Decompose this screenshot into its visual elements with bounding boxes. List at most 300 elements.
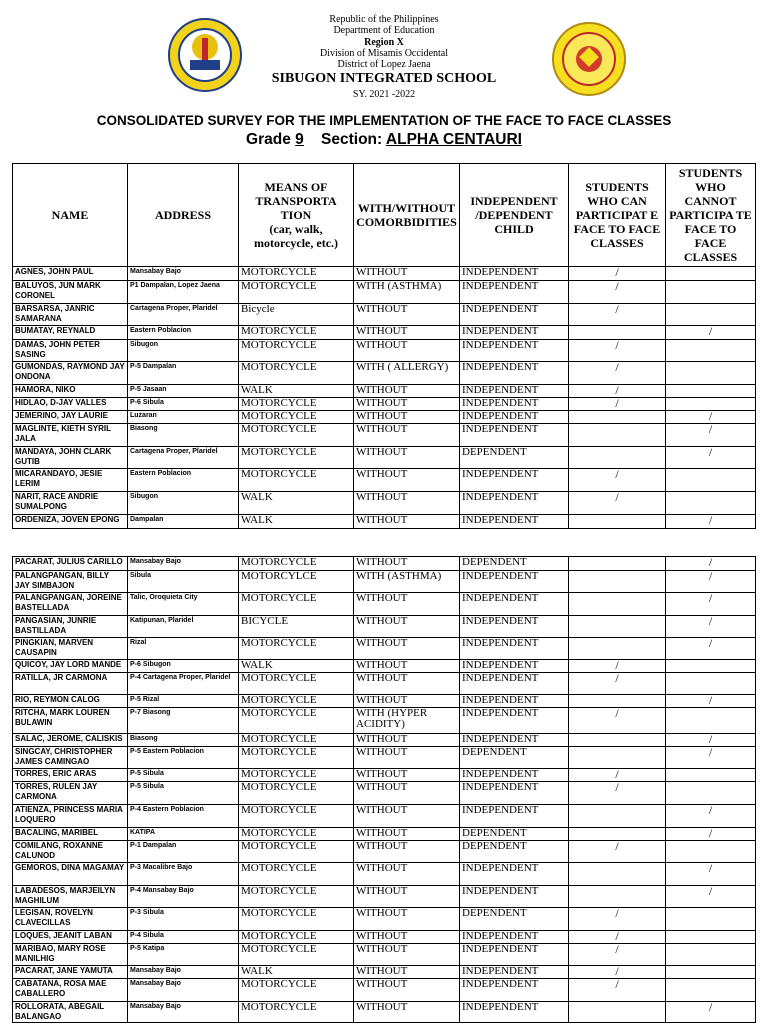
comorbidity-cell: WITHOUT <box>354 747 460 769</box>
student-name-cell: BACALING, MARIBEL <box>13 828 128 841</box>
table-header-row <box>13 164 756 267</box>
student-name-cell: PACARAT, JULIUS CARILLO <box>13 557 128 571</box>
address-cell: P-5 Katipa <box>128 944 239 966</box>
cannot-participate-cell <box>666 362 756 385</box>
comorbidity-cell: WITHOUT <box>354 340 460 362</box>
address-cell: P-1 Dampalan <box>128 841 239 863</box>
cannot-participate-cell <box>666 340 756 362</box>
section-value: ALPHA CENTAURI <box>385 131 522 148</box>
table-row <box>13 979 756 1002</box>
can-participate-cell <box>569 863 666 886</box>
student-name-cell: MARIBAO, MARY ROSE MANILHIG <box>13 944 128 966</box>
transport-cell: MOTORCYCLE <box>239 673 354 695</box>
section-label: Section: <box>321 131 383 148</box>
transport-cell: WALK <box>239 385 354 398</box>
dependency-cell: INDEPENDENT <box>460 708 569 734</box>
student-name-cell: RITCHA, MARK LOUREN BULAWIN <box>13 708 128 734</box>
cannot-participate-cell <box>666 931 756 944</box>
comorbidity-cell: WITHOUT <box>354 734 460 747</box>
can-participate-cell <box>569 326 666 340</box>
table-row <box>13 841 756 863</box>
check-mark: / <box>615 965 619 978</box>
table-row <box>13 708 756 734</box>
check-mark: / <box>615 361 619 374</box>
cannot-participate-cell <box>666 673 756 695</box>
address-cell: P-4 Eastern Poblacion <box>128 805 239 828</box>
address-cell: Sibula <box>128 571 239 593</box>
table-row <box>13 944 756 966</box>
comorbidity-cell: WITH (ASTHMA) <box>354 571 460 593</box>
cannot-participate-cell <box>666 515 756 529</box>
address-cell: P-5 Rizal <box>128 695 239 708</box>
dependency-cell: INDEPENDENT <box>460 362 569 385</box>
table-row <box>13 769 756 782</box>
comorbidity-cell: WITHOUT <box>354 638 460 660</box>
student-name-cell: NARIT, RACE ANDRIE SUMALPONG <box>13 492 128 515</box>
transport-cell: MOTORCYCLE <box>239 340 354 362</box>
header-line-district: District of Lopez Jaena <box>337 59 431 70</box>
student-name-cell: MANDAYA, JOHN CLARK GUTIB <box>13 447 128 469</box>
can-participate-cell <box>569 571 666 593</box>
header-line-region: Region X <box>364 37 404 48</box>
dependency-cell: DEPENDENT <box>460 557 569 571</box>
comorbidity-cell: WITHOUT <box>354 1002 460 1023</box>
can-participate-cell <box>569 281 666 304</box>
dependency-cell: INDEPENDENT <box>460 326 569 340</box>
document-header <box>0 0 768 160</box>
comorbidity-cell: WITHOUT <box>354 979 460 1002</box>
student-name-cell: MAGLINTE, KIETH SYRIL JALA <box>13 424 128 447</box>
can-participate-cell <box>569 673 666 695</box>
col-header-name: NAME <box>13 164 128 267</box>
student-name-cell: PANGASIAN, JUNRIE BASTILLADA <box>13 616 128 638</box>
transport-cell: MOTORCYCLE <box>239 469 354 492</box>
cannot-participate-cell <box>666 326 756 340</box>
can-participate-cell <box>569 593 666 616</box>
address-cell: P-4 Mansabay Bajo <box>128 886 239 908</box>
comorbidity-cell: WITH (HYPER ACIDITY) <box>354 708 460 734</box>
col-header-comorbidities: WITH/WITHOUT COMORBIDITIES <box>354 164 460 267</box>
student-name-cell: ROLLORATA, ABEGAIL BALANGAO <box>13 1002 128 1023</box>
check-mark: / <box>708 746 713 759</box>
can-participate-cell <box>569 1002 666 1023</box>
can-participate-cell <box>569 966 666 979</box>
transport-cell: MOTORCYCLE <box>239 782 354 805</box>
dependency-cell: INDEPENDENT <box>460 966 569 979</box>
dependency-cell: INDEPENDENT <box>460 782 569 805</box>
student-name-cell: MICARANDAYO, JESIE LERIM <box>13 469 128 492</box>
student-name-cell: LOQUES, JEANIT LABAN <box>13 931 128 944</box>
can-participate-cell <box>569 424 666 447</box>
cannot-participate-cell <box>666 841 756 863</box>
dependency-cell: INDEPENDENT <box>460 469 569 492</box>
address-cell: P1 Dampalan, Lopez Jaena <box>128 281 239 304</box>
cannot-participate-cell <box>666 782 756 805</box>
dependency-cell: DEPENDENT <box>460 447 569 469</box>
dependency-cell: INDEPENDENT <box>460 398 569 411</box>
dependency-cell: INDEPENDENT <box>460 931 569 944</box>
transport-cell: MOTORCYCLE <box>239 411 354 424</box>
student-name-cell: QUICOY, JAY LORD MANDE <box>13 660 128 673</box>
comorbidity-cell: WITHOUT <box>354 424 460 447</box>
cannot-participate-cell <box>666 469 756 492</box>
dependency-cell: INDEPENDENT <box>460 979 569 1002</box>
dependency-cell: INDEPENDENT <box>460 616 569 638</box>
student-name-cell: DAMAS, JOHN PETER SASING <box>13 340 128 362</box>
dependency-cell: INDEPENDENT <box>460 660 569 673</box>
cannot-participate-cell <box>666 638 756 660</box>
cannot-participate-cell <box>666 424 756 447</box>
table-row <box>13 424 756 447</box>
address-cell: P-5 Sibula <box>128 782 239 805</box>
transport-cell: MOTORCYCLE <box>239 695 354 708</box>
table-row <box>13 362 756 385</box>
check-mark: / <box>708 862 713 875</box>
table-row <box>13 340 756 362</box>
check-mark: / <box>615 384 619 397</box>
check-mark: / <box>615 280 619 293</box>
can-participate-cell <box>569 908 666 931</box>
can-participate-cell <box>569 782 666 805</box>
transport-cell: MOTORCYCLE <box>239 447 354 469</box>
transport-cell: MOTORCYCLE <box>239 863 354 886</box>
can-participate-cell <box>569 340 666 362</box>
comorbidity-cell: WITHOUT <box>354 515 460 529</box>
cannot-participate-cell <box>666 734 756 747</box>
table-row <box>13 638 756 660</box>
cannot-participate-cell <box>666 695 756 708</box>
can-participate-cell <box>569 469 666 492</box>
transport-cell: MOTORCYCLE <box>239 908 354 931</box>
can-participate-cell <box>569 828 666 841</box>
check-mark: / <box>615 930 619 943</box>
can-participate-cell <box>569 492 666 515</box>
check-mark: / <box>615 707 619 720</box>
can-participate-cell <box>569 660 666 673</box>
check-mark: / <box>615 339 619 352</box>
transport-cell: MOTORCYCLE <box>239 708 354 734</box>
col-header-transport-sub: (car, walk, motorcycle, etc.) <box>253 222 339 250</box>
dependency-cell: INDEPENDENT <box>460 734 569 747</box>
check-mark: / <box>708 804 713 817</box>
check-mark: / <box>615 659 619 672</box>
check-mark: / <box>708 592 713 605</box>
can-participate-cell <box>569 616 666 638</box>
transport-cell: MOTORCYCLE <box>239 267 354 281</box>
cannot-participate-cell <box>666 447 756 469</box>
check-mark: / <box>708 1001 713 1014</box>
dependency-cell: INDEPENDENT <box>460 673 569 695</box>
comorbidity-cell: WITHOUT <box>354 385 460 398</box>
student-name-cell: PALANGPANGAN, JOREINE BASTELLADA <box>13 593 128 616</box>
transport-cell: MOTORCYCLE <box>239 557 354 571</box>
dependency-cell: INDEPENDENT <box>460 281 569 304</box>
transport-cell: MOTORCYLCE <box>239 571 354 593</box>
header-line-republic: Republic of the Philippines <box>329 14 439 25</box>
comorbidity-cell: WITHOUT <box>354 782 460 805</box>
student-name-cell: BARSARSA, JANRIC SAMARANA <box>13 304 128 326</box>
check-mark: / <box>615 907 619 920</box>
can-participate-cell <box>569 267 666 281</box>
table-row <box>13 863 756 886</box>
check-mark: / <box>708 615 713 628</box>
address-cell: Sibugon <box>128 492 239 515</box>
address-cell: P-5 Eastern Poblacion <box>128 747 239 769</box>
address-cell: P-3 Macalibre Bajo <box>128 863 239 886</box>
student-name-cell: GEMOROS, DINA MAGAMAY <box>13 863 128 886</box>
cannot-participate-cell <box>666 304 756 326</box>
address-cell: Biasong <box>128 424 239 447</box>
can-participate-cell <box>569 886 666 908</box>
table-row <box>13 492 756 515</box>
cannot-participate-cell <box>666 828 756 841</box>
transport-cell: WALK <box>239 966 354 979</box>
survey-table-page-1 <box>12 163 756 529</box>
can-participate-cell <box>569 557 666 571</box>
cannot-participate-cell <box>666 863 756 886</box>
comorbidity-cell: WITHOUT <box>354 593 460 616</box>
student-name-cell: LEGISAN, ROVELYN CLAVECILLAS <box>13 908 128 931</box>
can-participate-cell <box>569 805 666 828</box>
comorbidity-cell: WITHOUT <box>354 863 460 886</box>
comorbidity-cell: WITH (ASTHMA) <box>354 281 460 304</box>
student-name-cell: HIDLAO, D-JAY VALLES <box>13 398 128 411</box>
table-row <box>13 281 756 304</box>
cannot-participate-cell <box>666 886 756 908</box>
check-mark: / <box>708 556 713 569</box>
student-name-cell: RIO, REYMON CALOG <box>13 695 128 708</box>
grade-value: 9 <box>295 131 304 148</box>
can-participate-cell <box>569 769 666 782</box>
cannot-participate-cell <box>666 616 756 638</box>
cannot-participate-cell <box>666 1002 756 1023</box>
dependency-cell: DEPENDENT <box>460 841 569 863</box>
transport-cell: MOTORCYCLE <box>239 281 354 304</box>
dependency-cell: INDEPENDENT <box>460 571 569 593</box>
transport-cell: MOTORCYCLE <box>239 326 354 340</box>
table-row <box>13 571 756 593</box>
cannot-participate-cell <box>666 805 756 828</box>
comorbidity-cell: WITHOUT <box>354 557 460 571</box>
table-row <box>13 931 756 944</box>
transport-cell: MOTORCYCLE <box>239 979 354 1002</box>
address-cell: P-3 Sibula <box>128 908 239 931</box>
transport-cell: MOTORCYCLE <box>239 747 354 769</box>
comorbidity-cell: WITHOUT <box>354 673 460 695</box>
cannot-participate-cell <box>666 557 756 571</box>
check-mark: / <box>615 768 619 781</box>
cannot-participate-cell <box>666 571 756 593</box>
dependency-cell: DEPENDENT <box>460 747 569 769</box>
address-cell: Mansabay Bajo <box>128 966 239 979</box>
cannot-participate-cell <box>666 281 756 304</box>
dependency-cell: INDEPENDENT <box>460 304 569 326</box>
grade-label: Grade <box>246 131 291 148</box>
table-row <box>13 411 756 424</box>
student-name-cell: COMILANG, ROXANNE CALUNOD <box>13 841 128 863</box>
transport-cell: WALK <box>239 515 354 529</box>
comorbidity-cell: WITHOUT <box>354 492 460 515</box>
transport-cell: WALK <box>239 492 354 515</box>
check-mark: / <box>615 781 619 794</box>
can-participate-cell <box>569 515 666 529</box>
student-name-cell: JEMERINO, JAY LAURIE <box>13 411 128 424</box>
table-row <box>13 747 756 769</box>
address-cell: Dampalan <box>128 515 239 529</box>
transport-cell: WALK <box>239 660 354 673</box>
comorbidity-cell: WITHOUT <box>354 616 460 638</box>
table-row <box>13 447 756 469</box>
student-name-cell: SALAC, JEROME, CALISKIS <box>13 734 128 747</box>
check-mark: / <box>615 468 619 481</box>
col-header-address: ADDRESS <box>128 164 239 267</box>
comorbidity-cell: WITHOUT <box>354 841 460 863</box>
cannot-participate-cell <box>666 908 756 931</box>
comorbidity-cell: WITHOUT <box>354 411 460 424</box>
transport-cell: MOTORCYCLE <box>239 805 354 828</box>
transport-cell: MOTORCYCLE <box>239 886 354 908</box>
check-mark: / <box>708 827 713 840</box>
address-cell: P-4 Sibula <box>128 931 239 944</box>
dependency-cell: INDEPENDENT <box>460 492 569 515</box>
address-cell: P-7 Biasong <box>128 708 239 734</box>
student-name-cell: BALUYOS, JUN MARK CORONEL <box>13 281 128 304</box>
student-name-cell: CABATANA, ROSA MAE CABALLERO <box>13 979 128 1002</box>
address-cell: Mansabay Bajo <box>128 979 239 1002</box>
table-row <box>13 734 756 747</box>
address-cell: Sibugon <box>128 340 239 362</box>
can-participate-cell <box>569 638 666 660</box>
address-cell: Eastern Poblacion <box>128 326 239 340</box>
table-row <box>13 398 756 411</box>
comorbidity-cell: WITHOUT <box>354 886 460 908</box>
cannot-participate-cell <box>666 492 756 515</box>
address-cell: Talic, Oroquieta City <box>128 593 239 616</box>
table-row <box>13 515 756 529</box>
cannot-participate-cell <box>666 398 756 411</box>
table-row <box>13 326 756 340</box>
cannot-participate-cell <box>666 747 756 769</box>
transport-cell: BICYCLE <box>239 616 354 638</box>
transport-cell: MOTORCYCLE <box>239 841 354 863</box>
transport-cell: MOTORCYCLE <box>239 769 354 782</box>
table-row <box>13 660 756 673</box>
survey-table-page-2 <box>12 556 756 1023</box>
check-mark: / <box>615 943 619 956</box>
cannot-participate-cell <box>666 660 756 673</box>
can-participate-cell <box>569 841 666 863</box>
check-mark: / <box>708 325 713 338</box>
dependency-cell: INDEPENDENT <box>460 886 569 908</box>
table-row <box>13 469 756 492</box>
dependency-cell: INDEPENDENT <box>460 769 569 782</box>
table-row <box>13 304 756 326</box>
cannot-participate-cell <box>666 593 756 616</box>
can-participate-cell <box>569 398 666 411</box>
can-participate-cell <box>569 411 666 424</box>
table-row <box>13 782 756 805</box>
check-mark: / <box>708 694 713 707</box>
can-participate-cell <box>569 695 666 708</box>
check-mark: / <box>708 514 713 527</box>
student-name-cell: PACARAT, JANE YAMUTA <box>13 966 128 979</box>
address-cell: P-5 Dampalan <box>128 362 239 385</box>
table-row <box>13 966 756 979</box>
comorbidity-cell: WITHOUT <box>354 267 460 281</box>
check-mark: / <box>708 446 713 459</box>
can-participate-cell <box>569 385 666 398</box>
table-row <box>13 908 756 931</box>
table-row <box>13 695 756 708</box>
dependency-cell: INDEPENDENT <box>460 1002 569 1023</box>
col-header-transport <box>239 164 354 267</box>
cannot-participate-cell <box>666 979 756 1002</box>
comorbidity-cell: WITHOUT <box>354 469 460 492</box>
cannot-participate-cell <box>666 944 756 966</box>
comorbidity-cell: WITHOUT <box>354 660 460 673</box>
address-cell: P-6 Sibugon <box>128 660 239 673</box>
check-mark: / <box>708 570 713 583</box>
dependency-cell: INDEPENDENT <box>460 944 569 966</box>
can-participate-cell <box>569 944 666 966</box>
table-row <box>13 673 756 695</box>
student-name-cell: PINGKIAN, MARVEN CAUSAPIN <box>13 638 128 660</box>
comorbidity-cell: WITHOUT <box>354 695 460 708</box>
student-name-cell: AGNES, JOHN PAUL <box>13 267 128 281</box>
dependency-cell: INDEPENDENT <box>460 863 569 886</box>
col-header-dependency: INDEPENDENT /DEPENDENT CHILD <box>460 164 569 267</box>
table-row <box>13 828 756 841</box>
transport-cell: MOTORCYCLE <box>239 734 354 747</box>
survey-title: CONSOLIDATED SURVEY FOR THE IMPLEMENTATION OF THE FACE TO FACE CLASSES <box>96 113 672 128</box>
table-row <box>13 385 756 398</box>
address-cell: Mansabay Bajo <box>128 267 239 281</box>
dependency-cell: INDEPENDENT <box>460 515 569 529</box>
check-mark: / <box>615 397 619 410</box>
check-mark: / <box>708 885 713 898</box>
header-line-division: Division of Misamis Occidental <box>319 48 449 59</box>
student-name-cell: LABADESOS, MARJEILYN MAGHILUM <box>13 886 128 908</box>
dependency-cell: INDEPENDENT <box>460 638 569 660</box>
grade-section-line <box>0 131 768 149</box>
can-participate-cell <box>569 447 666 469</box>
check-mark: / <box>615 978 619 991</box>
student-name-cell: TORRES, RULEN JAY CARMONA <box>13 782 128 805</box>
address-cell: P-5 Sibula <box>128 769 239 782</box>
can-participate-cell <box>569 304 666 326</box>
dependency-cell: DEPENDENT <box>460 908 569 931</box>
comorbidity-cell: WITHOUT <box>354 944 460 966</box>
check-mark: / <box>708 410 713 423</box>
cannot-participate-cell <box>666 267 756 281</box>
transport-cell: MOTORCYCLE <box>239 424 354 447</box>
dependency-cell: INDEPENDENT <box>460 411 569 424</box>
check-mark: / <box>708 733 713 746</box>
check-mark: / <box>708 423 713 436</box>
transport-cell: Bicycle <box>239 304 354 326</box>
transport-cell: MOTORCYCLE <box>239 362 354 385</box>
comorbidity-cell: WITH ( ALLERGY) <box>354 362 460 385</box>
address-cell: Mansabay Bajo <box>128 1002 239 1023</box>
address-cell: P-5 Jasaan <box>128 385 239 398</box>
cannot-participate-cell <box>666 385 756 398</box>
dependency-cell: DEPENDENT <box>460 828 569 841</box>
can-participate-cell <box>569 734 666 747</box>
header-line-department: Department of Education <box>333 25 435 36</box>
col-header-can-participate: STUDENTS WHO CAN PARTICIPAT E FACE TO FACE CLASSES <box>569 164 666 267</box>
table-row <box>13 616 756 638</box>
student-name-cell: ATIENZA, PRINCESS MARIA LOQUERO <box>13 805 128 828</box>
